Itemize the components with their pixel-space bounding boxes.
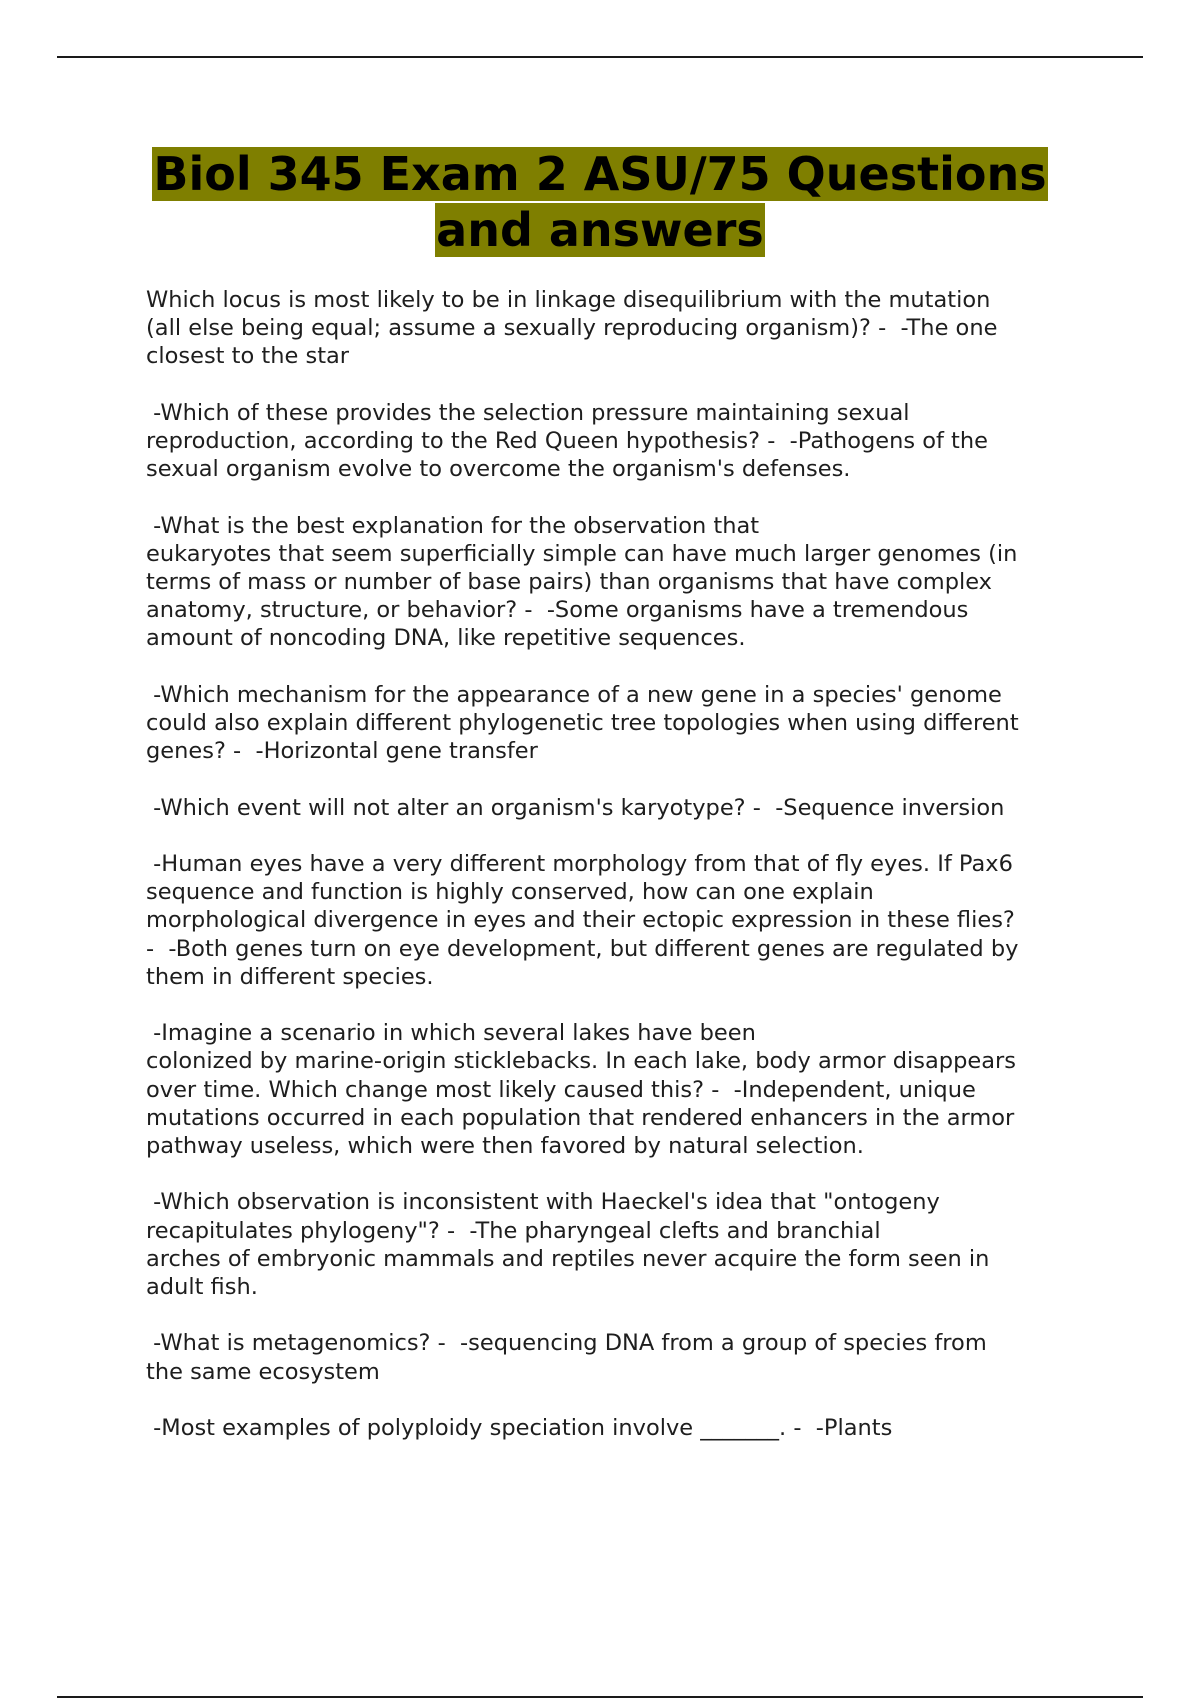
- qa-item-5: -Which event will not alter an organism's karyotype? - -Sequence inversion: [146, 794, 1005, 821]
- qa-item-2: -Which of these provides the selection pressure maintaining sexual reproduction, according to the Red Queen hypothesis? - -Pathogens of the sexual organism evolve to overcome the organism's defenses.: [146, 399, 988, 483]
- qa-item-8: -Which observation is inconsistent with Haeckel's idea that "ontogeny recapitulates phylogeny"? - -The pharyngeal clefts and branchial arches of embryonic mammals and reptiles never acquire the form seen in adult fish.: [146, 1189, 990, 1300]
- qa-item-3: -What is the best explanation for the observation that eukaryotes that seem superficially simple can have much larger genomes (in terms of mass or number of base pairs) than organisms that have complex anatomy, structure, or behavior? - -Some organisms have a tremendous amount of noncoding DNA, like repetitive sequences.: [146, 512, 1018, 652]
- title-line-2: and answers: [436, 203, 764, 257]
- top-rule: [57, 56, 1143, 58]
- qa-item-6: -Human eyes have a very different morphology from that of fly eyes. If Pax6 sequence and function is highly conserved, how can one explain morphological divergence in eyes and their ectopic expression in these flies? - -Both genes turn on eye development, but different genes are regulated by them in different species.: [146, 850, 1019, 990]
- bottom-rule: [57, 1696, 1143, 1698]
- qa-item-9: -What is metagenomics? - -sequencing DNA from a group of species from the same ecosystem: [146, 1330, 987, 1385]
- qa-item-4: -Which mechanism for the appearance of a new gene in a species' genome could also explain different phylogenetic tree topologies when using different genes? - -Horizontal gene transfer: [146, 681, 1019, 765]
- qa-item-7: -Imagine a scenario in which several lakes have been colonized by marine-origin sticklebacks. In each lake, body armor disappears over time. Which change most likely caused this? - -Independent, unique mutations occurred in each population that rendered enhancers in the armor pathway useless, which were then favored by natural selection.: [146, 1020, 1016, 1159]
- title-line-1: Biol 345 Exam 2 ASU/75 Questions: [153, 147, 1047, 201]
- document-title: [100, 146, 1100, 258]
- qa-list: [146, 286, 1096, 1470]
- qa-item-1: Which locus is most likely to be in linkage disequilibrium with the mutation (all else being equal; assume a sexually reproducing organism)? - -The one closest to the star: [146, 287, 998, 370]
- qa-item-10: -Most examples of polyploidy speciation involve _______. - -Plants: [146, 1414, 893, 1441]
